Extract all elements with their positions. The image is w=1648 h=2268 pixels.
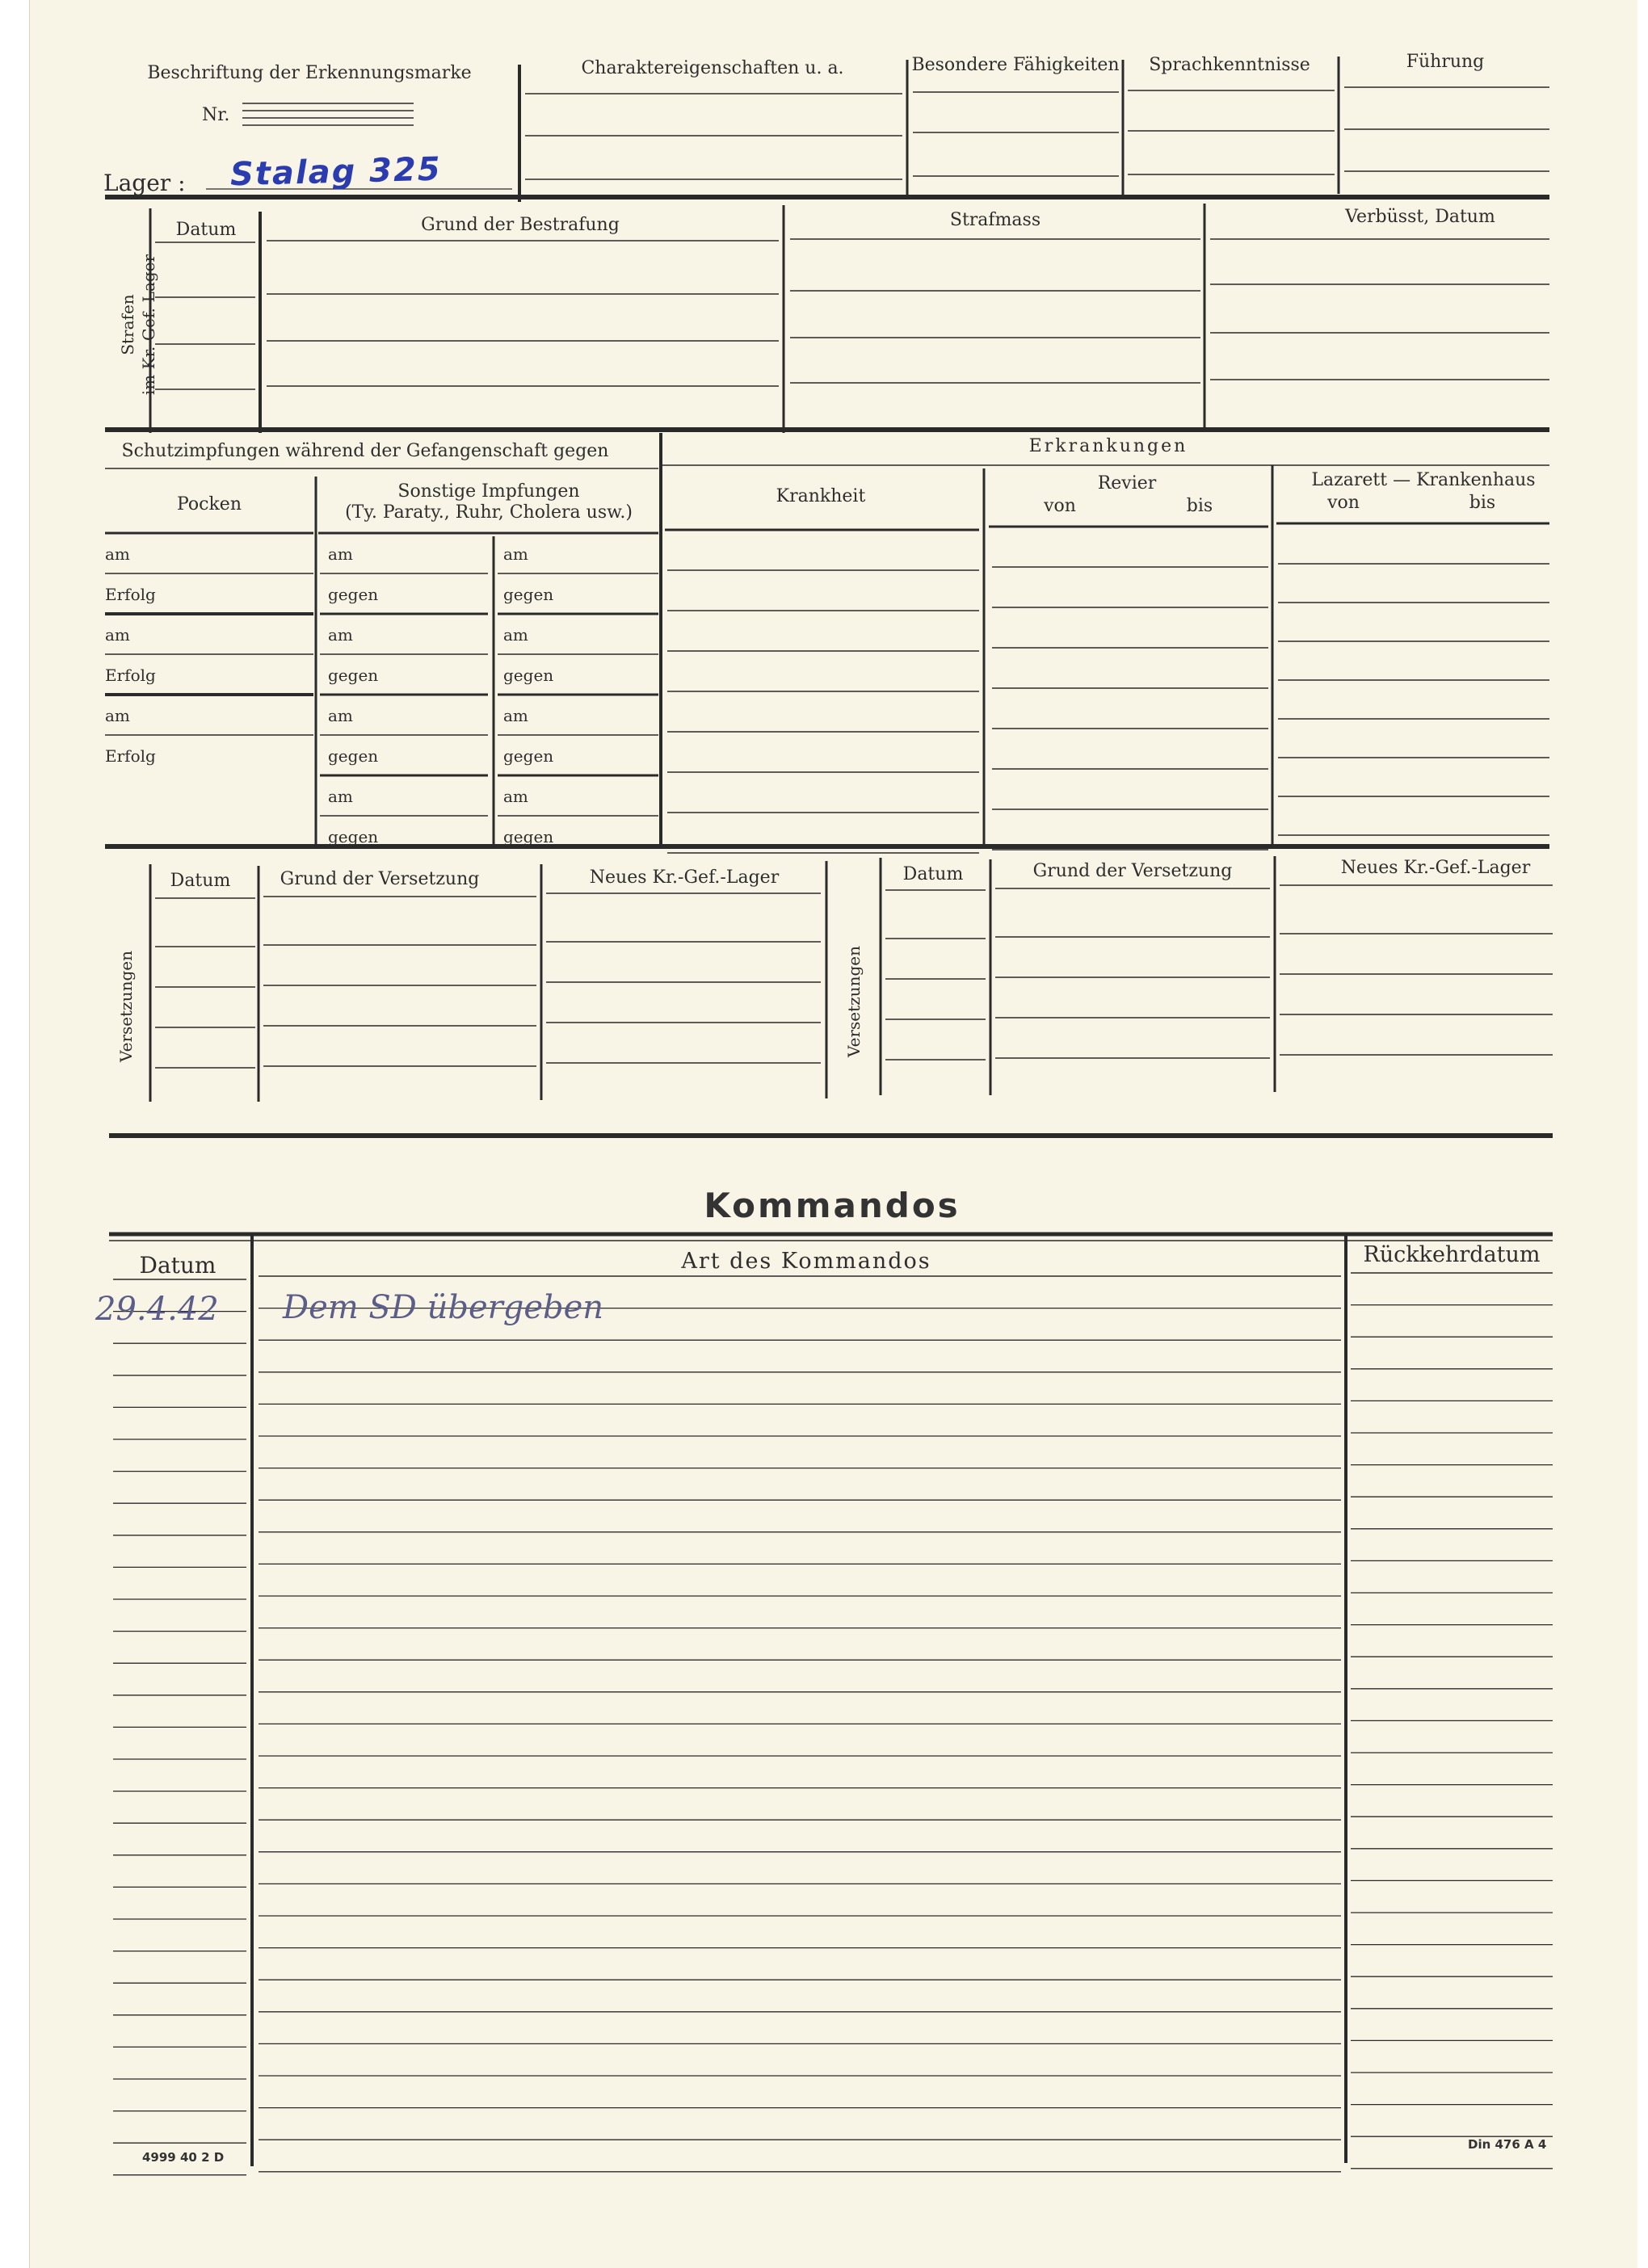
pocken-erfolg-2: Erfolg [105, 666, 156, 685]
strafen-side-label [117, 254, 159, 395]
sonstige-gegen-4a: gegen [328, 827, 379, 846]
sonstige-header-line2: (Ty. Paraty., Ruhr, Cholera usw.) [345, 502, 633, 523]
strafen-side-label-line1: Strafen [118, 294, 137, 355]
nr-label: Nr. [202, 105, 230, 125]
kommandos-art-header: Art des Kommandos [681, 1249, 931, 1274]
lager-stamp: Stalag 325 [229, 150, 443, 194]
erkennungsmarke-label: Beschriftung der Erkennungsmarke [147, 63, 472, 83]
sonstige-am-2a: am [328, 625, 353, 645]
kommandos-rueckkehr-header: Rückkehrdatum [1363, 1242, 1541, 1267]
lazarett-bis: bis [1469, 493, 1496, 513]
impfungen-title: Schutzimpfungen während der Gefangenschaft gegen [121, 441, 609, 461]
fuehrung-header: Führung [1406, 52, 1485, 72]
sonstige-gegen-2a: gegen [328, 666, 379, 685]
kommando-entry-datum: 29.4.42 [95, 1291, 219, 1328]
strafen-strafmass-header: Strafmass [949, 210, 1041, 230]
versetzungen-side-label-right: Versetzungen [844, 946, 864, 1057]
sprachkenntnisse-header: Sprachkenntnisse [1149, 55, 1310, 75]
vers-left-lager-header: Neues Kr.-Gef.-Lager [589, 867, 780, 888]
vers-right-lager-header: Neues Kr.-Gef.-Lager [1340, 858, 1531, 878]
kommandos-title: Kommandos [704, 1186, 961, 1225]
versetzungen-side-label-left: Versetzungen [116, 951, 136, 1062]
pocken-am-2: am [105, 625, 130, 645]
sonstige-gegen-1b: gegen [503, 585, 554, 604]
faehigkeiten-header: Besondere Fähigkeiten [911, 55, 1120, 75]
sonstige-gegen-4b: gegen [503, 827, 554, 846]
lazarett-header: Lazarett — Krankenhaus [1311, 470, 1536, 490]
strafen-verbuesst-header: Verbüsst, Datum [1345, 207, 1495, 227]
revier-bis: bis [1186, 496, 1213, 516]
sonstige-gegen-3a: gegen [328, 746, 379, 766]
strafen-datum-header: Datum [175, 220, 237, 240]
vers-left-grund-header: Grund der Versetzung [280, 869, 480, 889]
form-number: 4999 40 2 D [142, 2150, 225, 2165]
krankheit-header: Krankheit [776, 486, 866, 506]
strafen-grund-header: Grund der Bestrafung [421, 215, 620, 235]
pocken-header: Pocken [177, 494, 242, 514]
pocken-am-3: am [105, 706, 130, 725]
erkrankungen-title: Erkrankungen [1028, 436, 1188, 456]
strafen-side-label-line2: im Kr.-Gef.-Lager [139, 254, 158, 396]
pocken-erfolg-3: Erfolg [105, 746, 156, 766]
kommandos-datum-header: Datum [139, 1252, 217, 1279]
lazarett-von: von [1327, 493, 1360, 513]
revier-header: Revier [1097, 473, 1157, 494]
sonstige-header-line1: Sonstige Impfungen [397, 481, 580, 502]
sonstige-am-3b: am [503, 706, 528, 725]
vers-right-grund-header: Grund der Versetzung [1032, 861, 1233, 881]
din-format: Din 476 A 4 [1468, 2137, 1547, 2152]
vers-left-datum-header: Datum [170, 871, 231, 891]
charakter-header: Charaktereigenschaften u. a. [581, 58, 844, 78]
sonstige-gegen-3b: gegen [503, 746, 554, 766]
revier-von: von [1044, 496, 1076, 516]
lager-label: Lager : [103, 170, 186, 196]
sonstige-am-4b: am [503, 787, 528, 806]
kommando-entry-art: Dem SD übergeben [283, 1289, 604, 1326]
pocken-erfolg-1: Erfolg [105, 585, 156, 604]
sonstige-am-2b: am [503, 625, 528, 645]
sonstige-am-1a: am [328, 544, 353, 564]
vers-right-datum-header: Datum [902, 864, 964, 884]
pocken-am-1: am [105, 544, 130, 564]
sonstige-am-4a: am [328, 787, 353, 806]
sonstige-gegen-2b: gegen [503, 666, 554, 685]
sonstige-am-1b: am [503, 544, 528, 564]
sonstige-am-3a: am [328, 706, 353, 725]
sonstige-gegen-1a: gegen [328, 585, 379, 604]
